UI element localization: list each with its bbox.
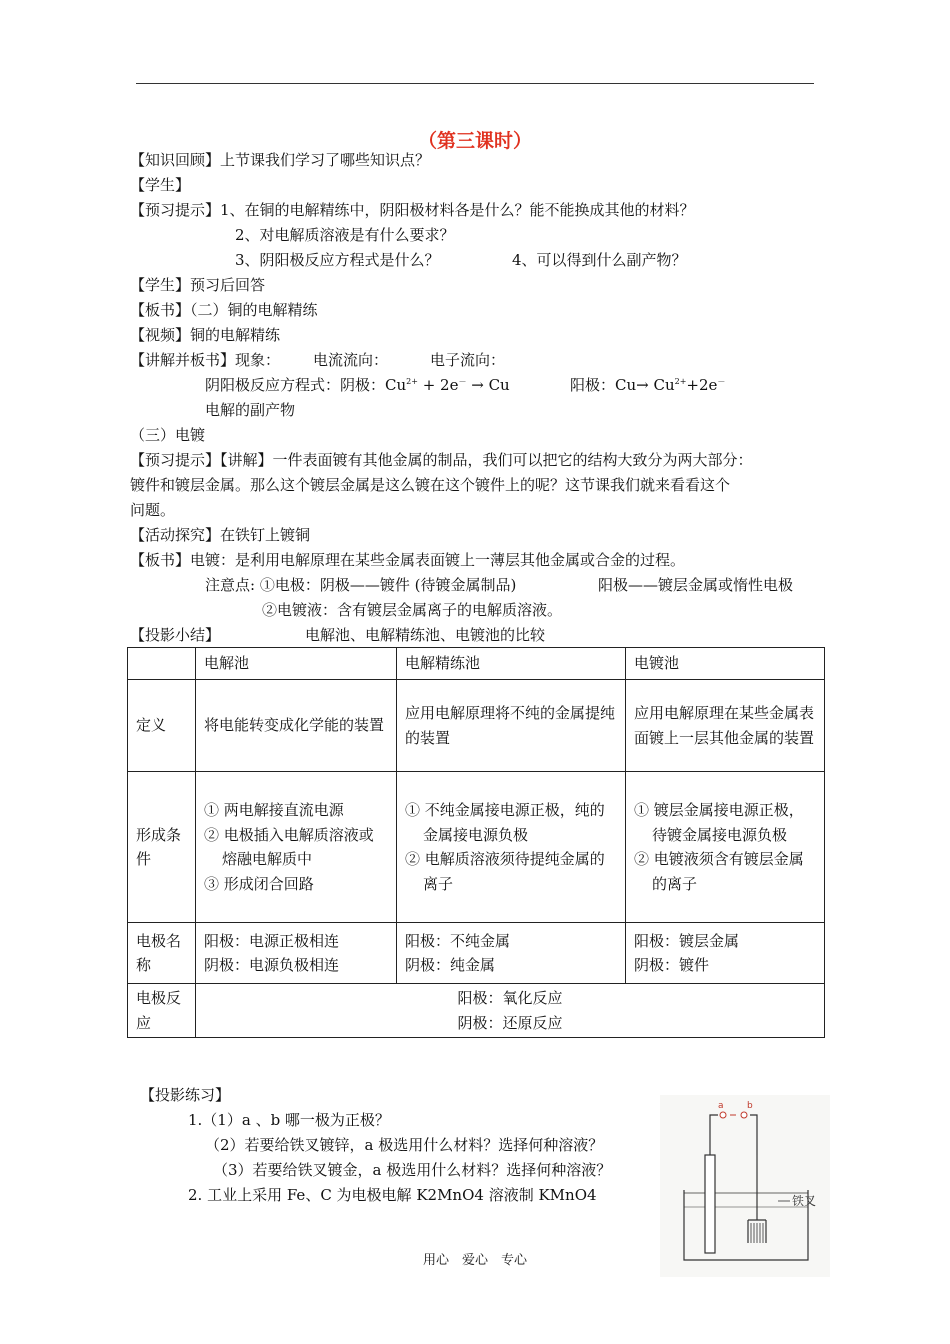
text-line: 问题。 [130, 501, 176, 519]
table-row [128, 772, 825, 923]
table-cell: 应用电解原理在某些金属表面镀上一层其他金属的装置 [626, 680, 825, 772]
table-cell: 应用电解原理将不纯的金属提纯的装置 [397, 680, 626, 772]
table-cell: 阳极：不纯金属 阴极：纯金属 [397, 923, 626, 984]
question: 2. 工业上采用 Fe、C 为电极电解 K2MnO4 溶液制 KMnO4 [188, 1186, 597, 1204]
text-line: 【预习提示】1、在铜的电解精练中，阴阳极材料各是什么？能不能换成其他的材料？ [130, 201, 695, 219]
table-cell: 阳极：电源正极相连 阴极：电源负极相连 [196, 923, 397, 984]
text-line: 电解的副产物 [205, 401, 296, 419]
text-line: ②电镀液：含有镀层金属离子的电解质溶液。 [262, 601, 563, 619]
text-line: 阳极——镀层金属或惰性电极 [598, 576, 794, 594]
table-header-cell: 电解池 [196, 648, 397, 680]
equation-line: 阳极：$Cu\to Cu^{2+}+2e^-$ [570, 376, 726, 394]
text-line: 【知识回顾】上节课我们学习了哪些知识点？ [130, 151, 431, 169]
table-row [128, 984, 825, 1038]
table-cell: ① 不纯金属接电源正极，纯的金属接电源负极 ② 电解质溶液须待提纯金属的离子 [397, 772, 626, 923]
table-header-cell [128, 648, 196, 680]
row-label: 电极反应 [128, 984, 196, 1038]
text-line: 【讲解并板书】现象： [130, 351, 281, 369]
text-line: 电解池、电解精练池、电镀池的比较 [305, 626, 546, 644]
page-footer: 用心 爱心 专心 [422, 1253, 527, 1268]
text-line: 【投影小结】 [130, 626, 221, 644]
text-line: 【学生】 [130, 176, 191, 194]
figure-label-b: b [747, 1101, 753, 1111]
table-cell: ① 两电解接直流电源 ② 电极插入电解质溶液或熔融电解质中 ③ 形成闭合回路 [196, 772, 397, 923]
text-line: 4、可以得到什么副产物？ [512, 251, 687, 269]
table-cell: 将电能转变成化学能的装置 [196, 680, 397, 772]
table-cell: ① 镀层金属接电源正极，待镀金属接电源负极 ② 电镀液须含有镀层金属的离子 [626, 772, 825, 923]
figure-label-a: a [718, 1101, 724, 1111]
text-line: 【学生】预习后回答 [130, 276, 266, 294]
row-label: 形成条件 [128, 772, 196, 923]
text-line: 电流流向： [313, 351, 389, 369]
text-line: 【活动探究】在铁钉上镀铜 [130, 526, 311, 544]
section-heading: （三）电镀 [130, 426, 206, 444]
row-label: 电极名称 [128, 923, 196, 984]
equation-line: 阴阳极反应方程式：阴极：$Cu^{2+} + 2e^- \to Cu$ [205, 376, 510, 394]
practice-heading: 【投影练习】 [140, 1086, 231, 1104]
text-line: 电子流向： [430, 351, 506, 369]
table-cell: 阳极：氧化反应 阴极：还原反应 [196, 984, 825, 1038]
table-header-cell: 电解精练池 [397, 648, 626, 680]
text-line: 【板书】（二）铜的电解精练 [130, 301, 318, 319]
text-line: 【预习提示】【讲解】一件表面镀有其他金属的制品，我们可以把它的结构大致分为两大部分： [130, 451, 753, 469]
text-line: 【板书】电镀：是利用电解原理在某些金属表面镀上一薄层其他金属或合金的过程。 [130, 551, 686, 569]
row-label: 定义 [128, 680, 196, 772]
question: （2）若要给铁叉镀锌，a 极选用什么材料？选择何种溶液？ [205, 1136, 604, 1154]
text-line: 镀件和镀层金属。那么这个镀层金属是这么镀在这个镀件上的呢？这节课我们就来看看这个 [130, 476, 731, 494]
page-title: （第三课时） [417, 130, 532, 152]
table-header-cell: 电镀池 [626, 648, 825, 680]
text-line: 3、阴阳极反应方程式是什么？ [235, 251, 440, 269]
figure-label-fork: 铁叉 [792, 1194, 817, 1208]
table-row [128, 923, 825, 984]
text-line: 【视频】铜的电解精练 [130, 326, 281, 344]
text-line: 注意点: ①电极：阴极——镀件 (待镀金属制品) [205, 576, 517, 594]
header-rule [136, 83, 814, 84]
table-row [128, 680, 825, 772]
text-line: 2、对电解质溶液是有什么要求？ [235, 226, 455, 244]
question: （3）若要给铁叉镀金，a 极选用什么材料？选择何种溶液？ [213, 1161, 612, 1179]
table-row [128, 648, 825, 680]
comparison-table [127, 647, 825, 1038]
question: 1.（1）a 、b 哪一极为正极？ [188, 1111, 390, 1129]
table-cell: 阳极：镀层金属 阴极：镀件 [626, 923, 825, 984]
